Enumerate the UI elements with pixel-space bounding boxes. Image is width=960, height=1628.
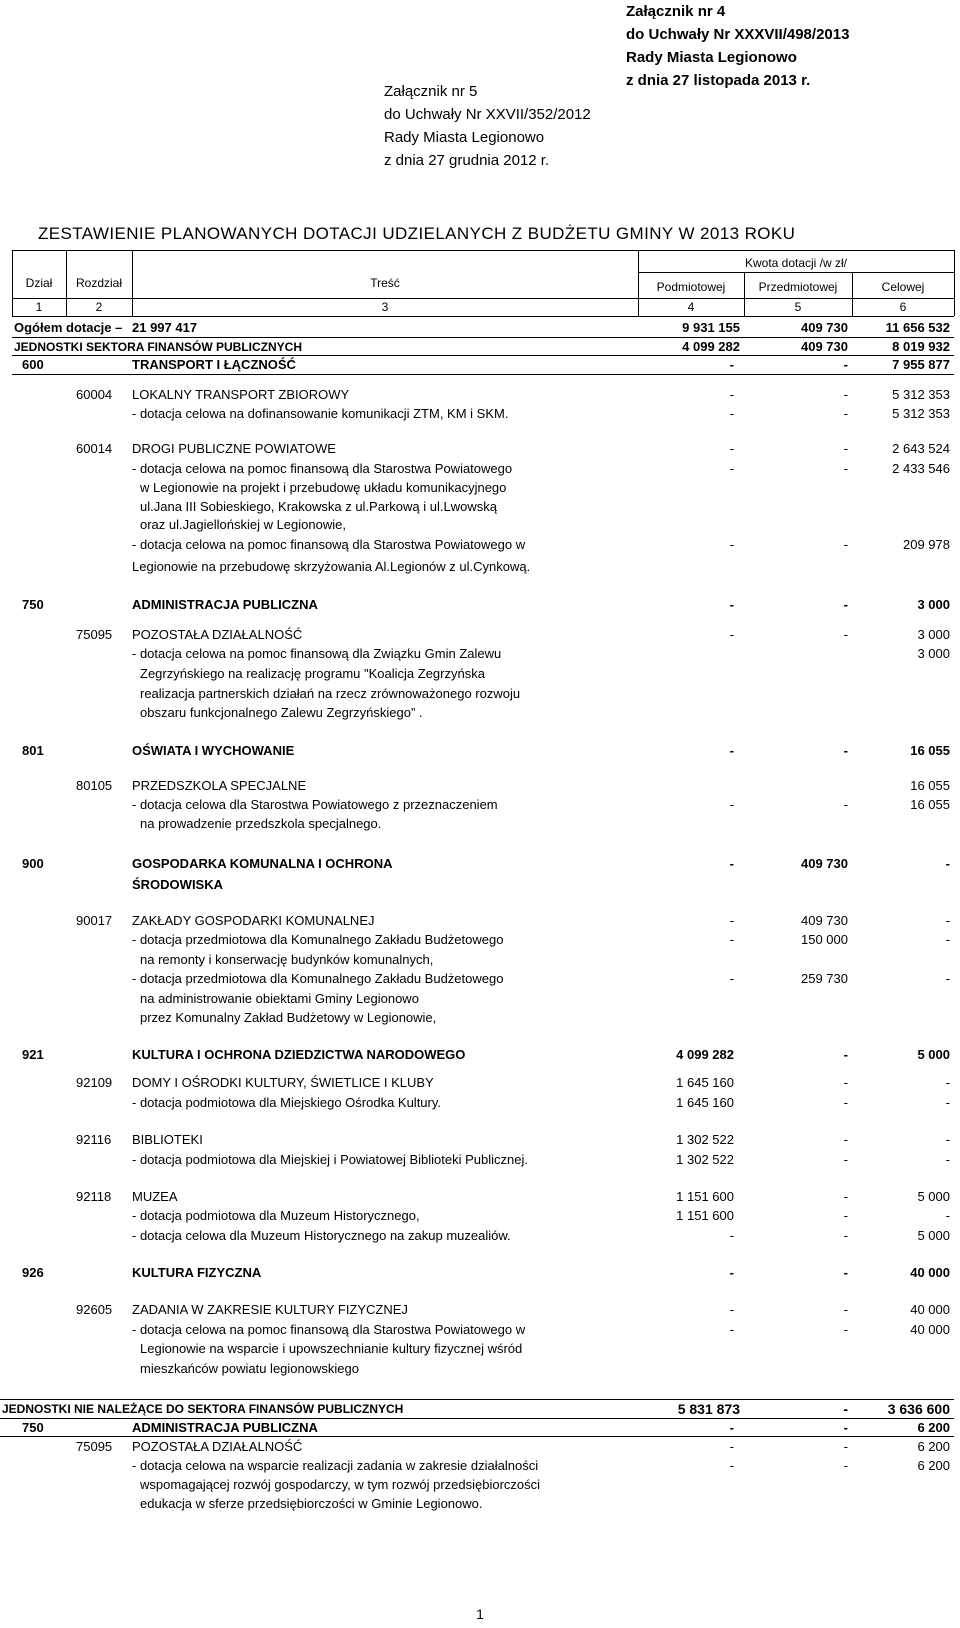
row-podm: - bbox=[729, 1458, 734, 1473]
row-podm: - bbox=[729, 406, 734, 421]
row-text: edukacja w sferze przedsiębiorczości w Gminie Legionowo. bbox=[140, 1496, 483, 1511]
row-text: - dotacja celowa na pomoc finansową dla Starostwa Powiatowego w bbox=[132, 537, 526, 552]
row-cel: 40 000 bbox=[910, 1322, 950, 1337]
row-przedm: - bbox=[843, 1152, 848, 1167]
row-text: - dotacja celowa dla Starostwa Powiatowego z przeznaczeniem bbox=[132, 797, 498, 812]
row-text: ul.Jana III Sobieskiego, Krakowska z ul.Parkową i ul.Lwowską bbox=[140, 499, 497, 514]
totals-line bbox=[12, 337, 954, 338]
row-podm: - bbox=[729, 387, 734, 402]
row-podm: - bbox=[729, 357, 734, 372]
row-podm: - bbox=[729, 1322, 734, 1337]
row-text: realizacja partnerskich działań na rzecz zrównoważonego rozwoju bbox=[140, 686, 521, 701]
row-text: - dotacja celowa na pomoc finansową dla Związku Gmin Zalewu bbox=[132, 646, 502, 661]
totals-cel: 11 656 532 bbox=[885, 320, 950, 335]
row-podm: - bbox=[729, 1302, 734, 1317]
attachment-5-line: do Uchwały Nr XXVII/352/2012 bbox=[384, 106, 591, 123]
jsfp-podm: 4 099 282 bbox=[682, 339, 740, 354]
attachment-5-line: z dnia 27 grudnia 2012 r. bbox=[384, 152, 550, 169]
row-podm: 1 645 160 bbox=[676, 1075, 734, 1090]
row-cel: 6 200 bbox=[917, 1439, 950, 1454]
row-przedm: - bbox=[843, 1189, 848, 1204]
row-przedm: - bbox=[843, 797, 848, 812]
attachment-4-block bbox=[626, 0, 849, 92]
attachment-4-line: do Uchwały Nr XXXVII/498/2013 bbox=[626, 26, 850, 43]
row-text: ŚRODOWISKA bbox=[132, 877, 223, 892]
row-cel: 3 000 bbox=[917, 646, 950, 661]
jnsfp-cel: 3 636 600 bbox=[887, 1401, 950, 1417]
row-podm: 4 099 282 bbox=[676, 1047, 734, 1062]
row-przedm: 150 000 bbox=[801, 932, 848, 947]
jnsfp-podm: 5 831 873 bbox=[677, 1401, 740, 1417]
row-cel: 5 312 353 bbox=[892, 406, 950, 421]
row-text: Zegrzyńskiego na realizację programu "Koalicja Zegrzyńska bbox=[140, 666, 485, 681]
row-text: POZOSTAŁA DZIAŁALNOŚĆ bbox=[132, 627, 303, 642]
row-text: PRZEDSZKOLA SPECJALNE bbox=[132, 778, 307, 793]
row-cel: 209 978 bbox=[903, 537, 950, 552]
attachment-5-block bbox=[384, 80, 591, 172]
row-text: GOSPODARKA KOMUNALNA I OCHRONA bbox=[132, 856, 393, 871]
row-przedm: - bbox=[843, 537, 848, 552]
section-600-line bbox=[12, 374, 954, 375]
row-przedm: - bbox=[843, 1208, 848, 1223]
row-text: - dotacja celowa na wsparcie realizacji zadania w zakresie działalności bbox=[132, 1458, 539, 1473]
row-text: POZOSTAŁA DZIAŁALNOŚĆ bbox=[132, 1439, 303, 1454]
row-text: - dotacja celowa na pomoc finansową dla Starostwa Powiatowego bbox=[132, 461, 513, 476]
row-przedm: - bbox=[843, 1047, 848, 1062]
jsfp-line bbox=[12, 355, 954, 356]
row-text: ZADANIA W ZAKRESIE KULTURY FIZYCZNEJ bbox=[132, 1302, 408, 1317]
totals-amount: 21 997 417 bbox=[132, 320, 198, 335]
row-rozdzial: 60004 bbox=[76, 387, 113, 402]
row-cel: 3 000 bbox=[917, 627, 950, 642]
col-celowej: Celowej bbox=[881, 280, 925, 294]
row-text: na remonty i konserwację budynków komunalnych, bbox=[140, 952, 434, 967]
row-podm: - bbox=[729, 856, 734, 871]
row-cel: 5 000 bbox=[917, 1189, 950, 1204]
row-text: - dotacja podmiotowa dla Muzeum Historycznego, bbox=[132, 1208, 420, 1223]
totals-podm: 9 931 155 bbox=[682, 320, 740, 335]
row-cel: 5 312 353 bbox=[892, 387, 950, 402]
row-rozdzial: 60014 bbox=[76, 441, 113, 456]
row-cel: 40 000 bbox=[910, 1265, 950, 1280]
row-podm: - bbox=[729, 743, 734, 758]
row-cel: 16 055 bbox=[910, 743, 950, 758]
row-dzial: 600 bbox=[22, 357, 44, 372]
col-dzial: Dział bbox=[25, 276, 53, 290]
row-podm: - bbox=[729, 441, 734, 456]
row-podm: - bbox=[729, 1228, 734, 1243]
row-text: - dotacja celowa na pomoc finansową dla Starostwa Powiatowego w bbox=[132, 1322, 526, 1337]
row-podm: 1 302 522 bbox=[676, 1152, 734, 1167]
row-cel: 2 643 524 bbox=[892, 441, 950, 456]
row-podm: 1 151 600 bbox=[676, 1189, 734, 1204]
row-podm: - bbox=[729, 1439, 734, 1454]
jnsfp-line-top bbox=[0, 1399, 954, 1400]
col-num-1: 1 bbox=[35, 300, 43, 314]
section-750b-line bbox=[0, 1436, 954, 1437]
row-podm: 1 302 522 bbox=[676, 1132, 734, 1147]
col-num-5: 5 bbox=[794, 300, 802, 314]
row-text: - dotacja celowa na dofinansowanie komunikacji ZTM, KM i SKM. bbox=[132, 406, 509, 421]
row-cel: 16 055 bbox=[910, 778, 950, 793]
row-cel: - bbox=[945, 1095, 950, 1110]
row-podm: - bbox=[729, 971, 734, 986]
row-text: mieszkańców powiatu legionowskiego bbox=[140, 1361, 359, 1376]
row-text: LOKALNY TRANSPORT ZBIOROWY bbox=[132, 387, 350, 402]
row-text: na administrowanie obiektami Gminy Legionowo bbox=[140, 991, 419, 1006]
row-dzial: 801 bbox=[22, 743, 44, 758]
row-text: DOMY I OŚRODKI KULTURY, ŚWIETLICE I KLUBY bbox=[132, 1075, 434, 1090]
page-number: 1 bbox=[476, 1606, 484, 1622]
row-cel: 40 000 bbox=[910, 1302, 950, 1317]
row-text: - dotacja przedmiotowa dla Komunalnego Zakładu Budżetowego bbox=[132, 971, 504, 986]
totals-label: Ogółem dotacje – bbox=[14, 320, 123, 335]
header-line-nums bbox=[12, 316, 954, 317]
attachment-4-line: z dnia 27 listopada 2013 r. bbox=[626, 72, 811, 89]
header-line-bottom bbox=[12, 298, 954, 299]
attachment-4-line: Rady Miasta Legionowo bbox=[626, 49, 797, 66]
row-cel: 5 000 bbox=[917, 1228, 950, 1243]
row-przedm: - bbox=[843, 1095, 848, 1110]
row-rozdzial: 92116 bbox=[76, 1132, 112, 1147]
row-text: - dotacja celowa dla Muzeum Historycznego na zakup muzealiów. bbox=[132, 1228, 511, 1243]
col-num-6: 6 bbox=[899, 300, 907, 314]
row-przedm: - bbox=[843, 1439, 848, 1454]
jsfp-przedm: 409 730 bbox=[801, 339, 848, 354]
row-dzial: 750 bbox=[22, 1420, 44, 1435]
row-przedm: - bbox=[843, 1420, 848, 1435]
row-przedm: - bbox=[843, 1075, 848, 1090]
col-kwota: Kwota dotacji /w zł/ bbox=[744, 256, 848, 270]
row-podm: 1 151 600 bbox=[676, 1208, 734, 1223]
row-rozdzial: 92605 bbox=[76, 1302, 113, 1317]
row-cel: 2 433 546 bbox=[892, 461, 950, 476]
row-podm: - bbox=[729, 597, 734, 612]
row-rozdzial: 75095 bbox=[76, 627, 113, 642]
row-podm: - bbox=[729, 1420, 734, 1435]
row-rozdzial: 80105 bbox=[76, 778, 113, 793]
row-podm: 1 645 160 bbox=[676, 1095, 734, 1110]
header-line-kwota bbox=[638, 272, 954, 273]
row-dzial: 750 bbox=[22, 597, 44, 612]
row-text: w Legionowie na projekt i przebudowę układu komunikacyjnego bbox=[140, 480, 507, 495]
attachment-5-line: Załącznik nr 5 bbox=[384, 83, 478, 100]
row-cel: - bbox=[945, 1152, 950, 1167]
col-num-3: 3 bbox=[381, 300, 389, 314]
row-rozdzial: 92109 bbox=[76, 1075, 113, 1090]
row-przedm: - bbox=[843, 1265, 848, 1280]
row-przedm: - bbox=[843, 1302, 848, 1317]
col-podmiotowej: Podmiotowej bbox=[656, 280, 726, 294]
row-cel: - bbox=[945, 1132, 950, 1147]
header-line-top bbox=[12, 250, 954, 251]
col-num-4: 4 bbox=[687, 300, 695, 314]
row-podm: - bbox=[729, 1265, 734, 1280]
row-podm: - bbox=[729, 461, 734, 476]
row-przedm: - bbox=[843, 387, 848, 402]
jnsfp-przedm: - bbox=[843, 1401, 848, 1417]
row-przedm: - bbox=[843, 461, 848, 476]
row-text: MUZEA bbox=[132, 1189, 178, 1204]
row-przedm: - bbox=[843, 1228, 848, 1243]
col-tresc: Treść bbox=[370, 276, 400, 290]
row-cel: 6 200 bbox=[917, 1458, 950, 1473]
row-przedm: - bbox=[843, 627, 848, 642]
row-przedm: 409 730 bbox=[801, 913, 848, 928]
row-przedm: - bbox=[843, 357, 848, 372]
row-text: OŚWIATA I WYCHOWANIE bbox=[132, 743, 295, 758]
row-dzial: 921 bbox=[22, 1047, 44, 1062]
jnsfp-label: JEDNOSTKI NIE NALEŻĄCE DO SEKTORA FINANSÓW PUBLICZNYCH bbox=[2, 1402, 404, 1416]
row-text: TRANSPORT I ŁĄCZNOŚĆ bbox=[132, 357, 296, 372]
row-text: KULTURA I OCHRONA DZIEDZICTWA NARODOWEGO bbox=[132, 1047, 466, 1062]
row-cel: 7 955 877 bbox=[892, 357, 950, 372]
row-cel: - bbox=[945, 971, 950, 986]
row-dzial: 900 bbox=[22, 856, 44, 871]
row-rozdzial: 90017 bbox=[76, 913, 113, 928]
header-vline-7 bbox=[954, 250, 955, 316]
row-przedm: - bbox=[843, 441, 848, 456]
row-text: oraz ul.Jagiellońskiej w Legionowie, bbox=[140, 517, 346, 532]
row-text: wspomagającej rozwój gospodarczy, w tym rozwój przedsiębiorczości bbox=[140, 1477, 541, 1492]
row-text: ADMINISTRACJA PUBLICZNA bbox=[132, 1420, 318, 1435]
row-podm: - bbox=[729, 537, 734, 552]
row-text: BIBLIOTEKI bbox=[132, 1132, 203, 1147]
row-przedm: - bbox=[843, 1322, 848, 1337]
row-podm: - bbox=[729, 797, 734, 812]
row-przedm: - bbox=[843, 1458, 848, 1473]
jsfp-cel: 8 019 932 bbox=[892, 339, 950, 354]
row-text: ZAKŁADY GOSPODARKI KOMUNALNEJ bbox=[132, 913, 375, 928]
row-text: - dotacja podmiotowa dla Miejskiego Ośrodka Kultury. bbox=[132, 1095, 442, 1110]
row-przedm: - bbox=[843, 743, 848, 758]
col-rozdzial: Rozdział bbox=[75, 276, 123, 290]
totals-przedm: 409 730 bbox=[801, 320, 848, 335]
row-podm: - bbox=[729, 627, 734, 642]
row-text: KULTURA FIZYCZNA bbox=[132, 1265, 262, 1280]
row-cel: - bbox=[945, 913, 950, 928]
row-dzial: 926 bbox=[22, 1265, 44, 1280]
jsfp-label: JEDNOSTKI SEKTORA FINANSÓW PUBLICZNYCH bbox=[14, 340, 303, 354]
row-cel: - bbox=[945, 932, 950, 947]
row-cel: 5 000 bbox=[917, 1047, 950, 1062]
page-title: ZESTAWIENIE PLANOWANYCH DOTACJI UDZIELANYCH Z BUDŻETU GMINY W 2013 ROKU bbox=[38, 224, 796, 243]
attachment-5-line: Rady Miasta Legionowo bbox=[384, 129, 545, 146]
row-przedm: - bbox=[843, 1132, 848, 1147]
row-przedm: 409 730 bbox=[801, 856, 848, 871]
col-num-2: 2 bbox=[95, 300, 103, 314]
row-text: - dotacja podmiotowa dla Miejskiej i Powiatowej Biblioteki Publicznej. bbox=[132, 1152, 528, 1167]
row-podm: - bbox=[729, 913, 734, 928]
row-text: Legionowie na wsparcie i upowszechnianie kultury fizycznej wśród bbox=[140, 1341, 523, 1356]
row-cel: - bbox=[945, 856, 950, 871]
row-rozdzial: 75095 bbox=[76, 1439, 113, 1454]
row-rozdzial: 92118 bbox=[76, 1189, 112, 1204]
row-przedm: 259 730 bbox=[801, 971, 848, 986]
row-cel: - bbox=[945, 1208, 950, 1223]
row-cel: 16 055 bbox=[910, 797, 950, 812]
row-text: na prowadzenie przedszkola specjalnego. bbox=[140, 816, 382, 831]
row-text: Legionowie na przebudowę skrzyżowania Al.Legionów z ul.Cynkową. bbox=[132, 559, 531, 574]
row-przedm: - bbox=[843, 597, 848, 612]
jnsfp-line-bottom bbox=[0, 1418, 954, 1419]
row-text: - dotacja przedmiotowa dla Komunalnego Zakładu Budżetowego bbox=[132, 932, 504, 947]
row-text: DROGI PUBLICZNE POWIATOWE bbox=[132, 441, 336, 456]
col-przedmiotowej: Przedmiotowej bbox=[758, 280, 838, 294]
row-podm: - bbox=[729, 932, 734, 947]
row-cel: 3 000 bbox=[917, 597, 950, 612]
row-text: przez Komunalny Zakład Budżetowy w Legionowie, bbox=[140, 1010, 437, 1025]
row-cel: - bbox=[945, 1075, 950, 1090]
attachment-4-line: Załącznik nr 4 bbox=[626, 3, 726, 20]
row-przedm: - bbox=[843, 406, 848, 421]
row-text: obszaru funkcjonalnego Zalewu Zegrzyńskiego” . bbox=[140, 705, 423, 720]
row-text: ADMINISTRACJA PUBLICZNA bbox=[132, 597, 318, 612]
row-cel: 6 200 bbox=[917, 1420, 950, 1435]
